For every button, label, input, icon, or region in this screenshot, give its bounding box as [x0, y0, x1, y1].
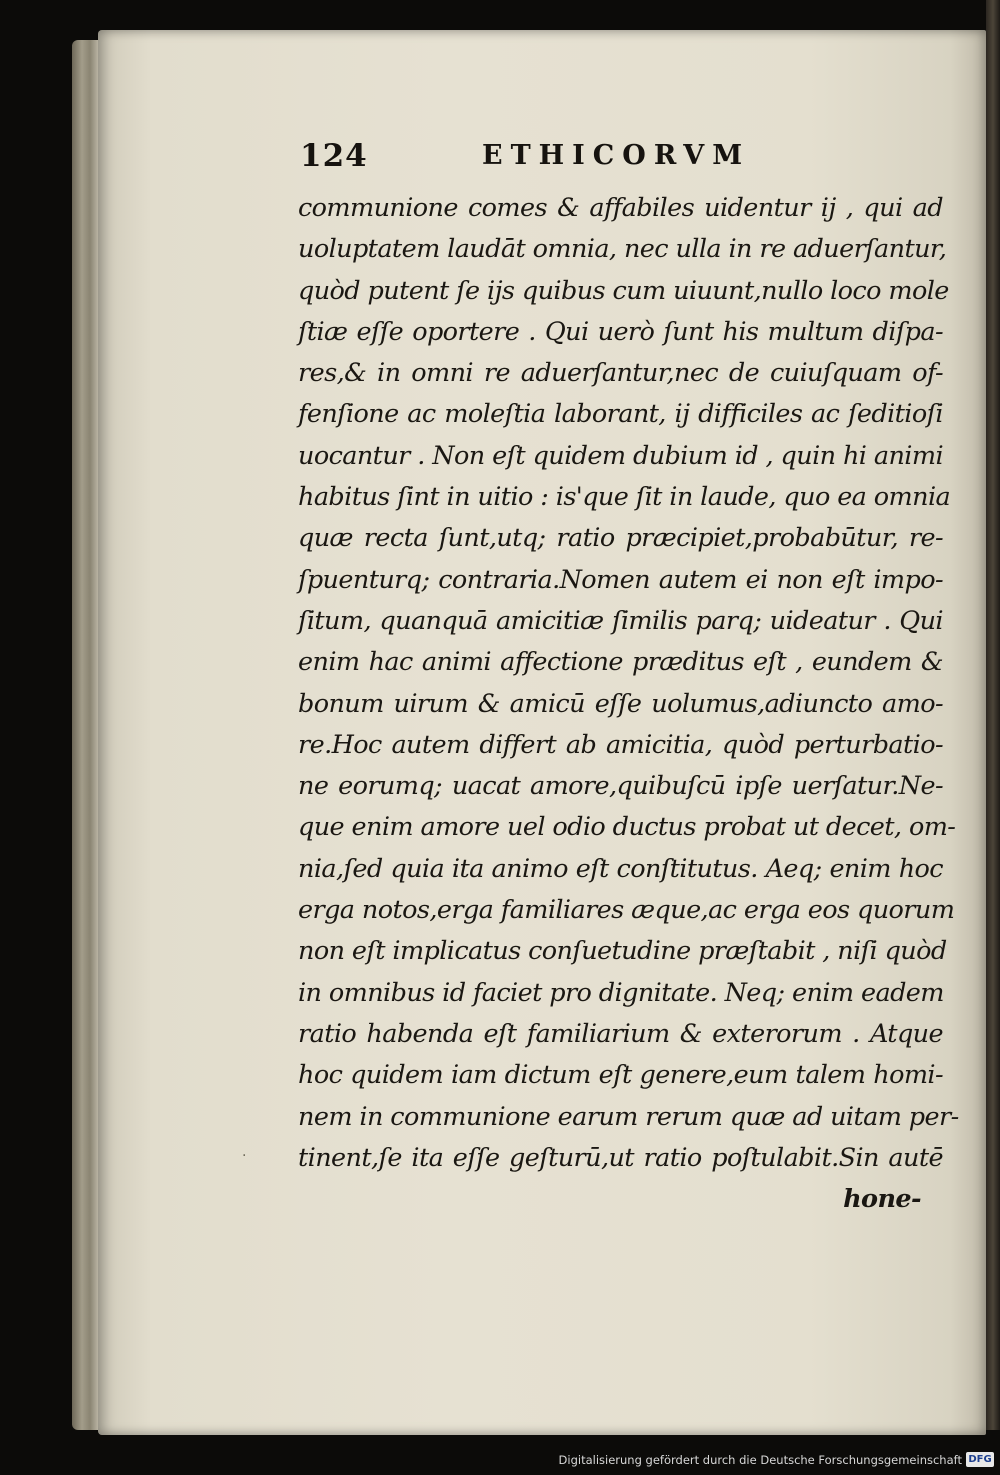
text-line: nem in communione earum rerum quæ ad uitam per- — [298, 1101, 959, 1132]
text-line: ſtiæ eſſe oportere . Qui uerò ſunt his multum diſpa- — [298, 316, 943, 347]
text-line: que enim amore uel odio ductus probat ut decet, om- — [298, 812, 956, 843]
page-number: 124 — [300, 138, 368, 174]
text-line: fenſione ac moleſtia laborant, ij difficiles ac ſeditioſi — [298, 399, 943, 430]
text-line: enim hac animi affectione præditus eſt , eundem & — [298, 647, 943, 678]
text-line: in omnibus id faciet pro dignitate. Neq; enim eadem — [298, 977, 944, 1008]
running-head: ETHICORVM — [482, 140, 751, 171]
text-line: hoc quidem iam dictum eſt genere,eum talem homi- — [298, 1060, 943, 1091]
text-line: uocantur . Non eſt quidem dubium id , quin hi animi — [298, 440, 943, 471]
text-line: ne eorumq; uacat amore,quibuſcū ipſe uerſatur.Ne- — [298, 771, 943, 802]
text-line: res,& in omni re aduerſantur,nec de cuiuſquam of- — [298, 358, 943, 389]
text-line: quòd putent ſe ijs quibus cum uiuunt,nullo loco mole — [298, 275, 949, 306]
book-binding — [986, 0, 1000, 1430]
catchword: hone- — [843, 1184, 921, 1215]
text-line: bonum uirum & amicū eſſe uolumus,adiuncto amo- — [298, 688, 943, 719]
text-line: ratio habenda eſt familiarium & exterorum . Atque — [298, 1018, 943, 1049]
text-line: habitus ſint in uitio : is'que ſit in laude, quo ea omnia — [298, 482, 951, 513]
body-text — [298, 188, 959, 1220]
dfg-logo: DFG — [966, 1452, 994, 1467]
text-line: ſitum, quanquā amicitiæ ſimilis parq; uideatur . Qui — [298, 605, 943, 636]
margin-mark: · — [242, 1148, 247, 1164]
text-line: re.Hoc autem differt ab amicitia, quòd perturbatio- — [298, 729, 943, 760]
page-header — [300, 138, 940, 182]
text-line: nia,ſed quia ita animo eſt conſtitutus. Aeq; enim hoc — [298, 853, 943, 884]
text-line: non eſt implicatus conſuetudine præſtabit , niſi quòd — [298, 936, 947, 967]
text-line: uoluptatem laudāt omnia, nec ulla in re aduerſantur, — [298, 234, 947, 265]
text-line: ſpuenturq; contraria.Nomen autem ei non eſt impo- — [298, 564, 943, 595]
text-line: tinent,ſe ita eſſe geſturū,ut ratio poſtulabit.Sin autē — [298, 1142, 943, 1173]
text-line: erga notos,erga familiares æque,ac erga eos quorum — [298, 895, 955, 926]
text-line: communione comes & affabiles uidentur ij , qui ad — [298, 193, 943, 223]
text-line: quæ recta ſunt,utq; ratio præcipiet,probabūtur, re- — [298, 523, 943, 554]
digitization-credit: Digitalisierung gefördert durch die Deutsche Forschungsgemeinschaft — [558, 1453, 962, 1467]
